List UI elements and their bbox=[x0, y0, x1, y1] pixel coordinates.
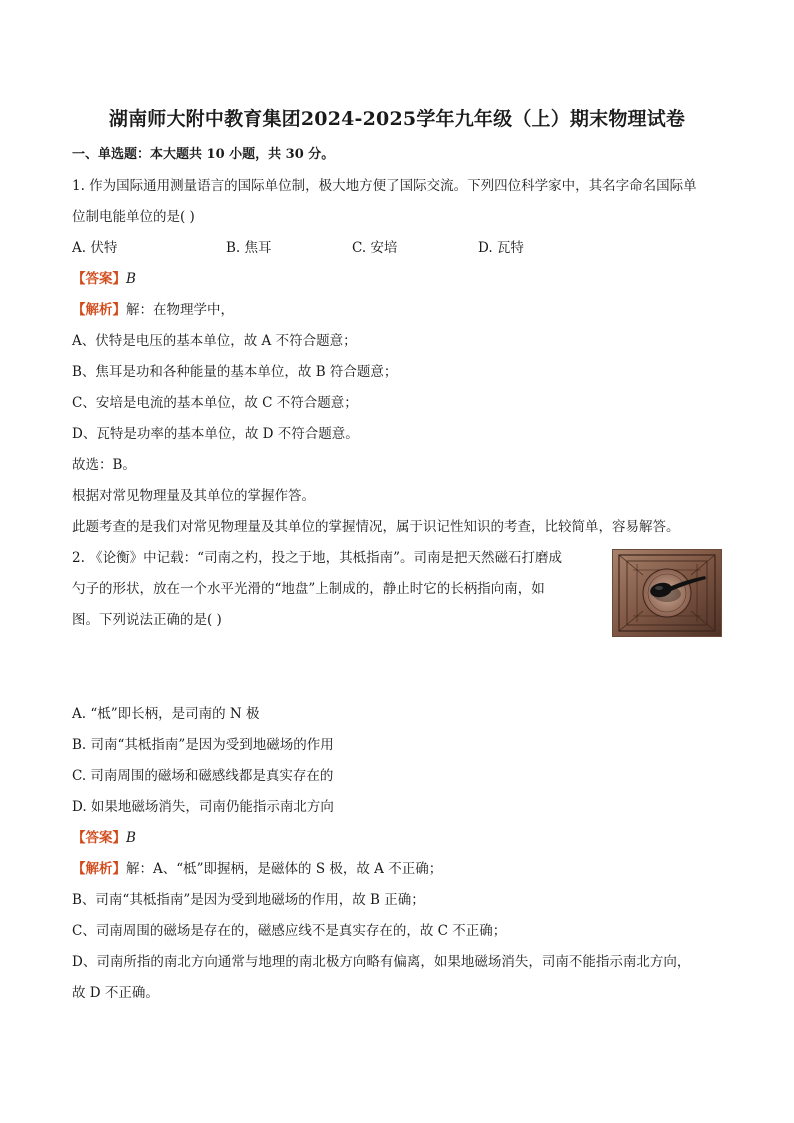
q2-analysis-line-3: C、司南周围的磁场是存在的，磁感应线不是真实存在的，故 C 不正确； bbox=[72, 923, 507, 939]
q1-analysis-line-4: C、安培是电流的基本单位，故 C 不符合题意； bbox=[72, 395, 358, 411]
q1-option-b: B. 焦耳 bbox=[226, 240, 272, 256]
page-title: 湖南师大附中教育集团2024-2025学年九年级（上）期末物理试卷 bbox=[108, 108, 686, 130]
sinan-compass-image bbox=[612, 549, 722, 637]
q1-option-a: A. 伏特 bbox=[72, 240, 118, 256]
q2-answer bbox=[72, 829, 136, 847]
analysis-text: 解：在物理学中， bbox=[126, 302, 234, 318]
q2-option-b: B. 司南“其柢指南”是因为受到地磁场的作用 bbox=[72, 737, 334, 753]
q2-analysis-line-1 bbox=[72, 860, 442, 878]
q2-analysis-line-4: D、司南所指的南北方向通常与地理的南北极方向略有偏离，如果地磁场消失，司南不能指示南北方向， bbox=[72, 954, 691, 970]
q1-analysis-line-6: 故选：B。 bbox=[72, 457, 136, 473]
q2-option-c: C. 司南周围的磁场和磁感线都是真实存在的 bbox=[72, 768, 334, 784]
section-heading: 一、单选题：本大题共 10 小题，共 30 分。 bbox=[72, 147, 335, 162]
q1-analysis-line-5: D、瓦特是功率的基本单位，故 D 不符合题意。 bbox=[72, 426, 359, 442]
analysis-text: 解：A、“柢”即握柄，是磁体的 S 极，故 A 不正确； bbox=[126, 861, 443, 877]
answer-tag: 【答案】 bbox=[72, 830, 126, 846]
answer-tag: 【答案】 bbox=[72, 271, 126, 287]
q1-analysis-line-8: 此题考查的是我们对常见物理量及其单位的掌握情况，属于识记性知识的考查，比较简单，容易解答。 bbox=[72, 519, 680, 535]
answer-value: B bbox=[126, 271, 136, 287]
answer-value: B bbox=[126, 830, 136, 846]
q1-analysis-line-3: B、焦耳是功和各种能量的基本单位，故 B 符合题意； bbox=[72, 364, 398, 380]
q1-analysis-line-1 bbox=[72, 301, 234, 319]
q1-option-c: C. 安培 bbox=[352, 240, 398, 256]
q1-answer bbox=[72, 270, 136, 288]
q1-option-d: D. 瓦特 bbox=[478, 240, 524, 256]
q1-stem-line-2: 位制电能单位的是( ) bbox=[72, 209, 195, 225]
q2-stem-line-2: 勺子的形状，放在一个水平光滑的“地盘”上制成的，静止时它的长柄指向南，如 bbox=[72, 581, 545, 597]
q2-option-d: D. 如果地磁场消失，司南仍能指示南北方向 bbox=[72, 799, 334, 815]
q1-analysis-line-7: 根据对常见物理量及其单位的掌握作答。 bbox=[72, 488, 315, 504]
q2-analysis-line-5: 故 D 不正确。 bbox=[72, 985, 159, 1001]
q2-analysis-line-2: B、司南“其柢指南”是因为受到地磁场的作用，故 B 正确； bbox=[72, 892, 425, 908]
q2-option-a: A. “柢”即长柄，是司南的 N 极 bbox=[72, 706, 260, 722]
q2-stem-line-3: 图。下列说法正确的是( ) bbox=[72, 612, 222, 628]
analysis-tag: 【解析】 bbox=[72, 302, 126, 318]
analysis-tag: 【解析】 bbox=[72, 861, 126, 877]
q1-analysis-line-2: A、伏特是电压的基本单位，故 A 不符合题意； bbox=[72, 333, 357, 349]
q1-stem-line-1: 1. 作为国际通用测量语言的国际单位制，极大地方便了国际交流。下列四位科学家中，其名字命名国际单 bbox=[72, 178, 697, 194]
q2-stem-line-1: 2. 《论衡》中记载：“司南之杓，投之于地，其柢指南”。司南是把天然磁石打磨成 bbox=[72, 550, 562, 566]
